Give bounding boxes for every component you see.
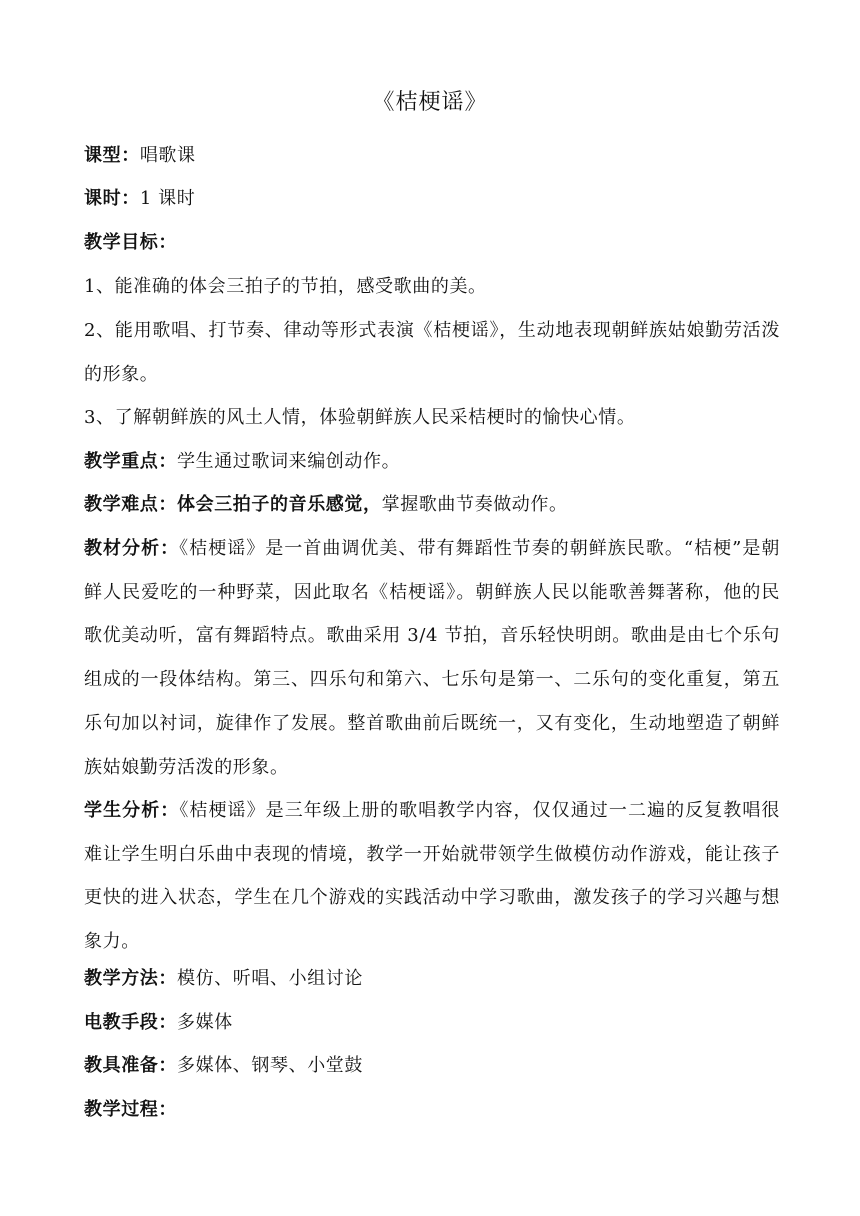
process-label: 教学过程： [84,1099,177,1120]
key-point-value: 学生通过歌词来编创动作。 [177,451,401,472]
material-analysis-label: 教材分析： [84,538,180,559]
key-point-line [84,440,780,484]
student-analysis-label: 学生分析： [84,800,180,821]
course-hours-line [84,177,780,221]
key-point-label: 教学重点： [84,451,177,472]
course-hours-value: 1 课时 [139,188,196,209]
objective-item-2: 2、能用歌唱、打节奏、律动等形式表演《桔梗谣》，生动地表现朝鲜族姑娘勤劳活泼的形象。 [84,320,780,385]
media-label: 电教手段： [84,1012,177,1033]
course-hours-label: 课时： [84,188,140,209]
media-line [84,1001,780,1045]
objectives-heading [84,221,780,265]
objectives-label: 教学目标： [84,232,177,253]
difficulty-value: 掌握歌曲节奏做动作。 [381,494,568,515]
course-type-value: 唱歌课 [139,145,196,166]
objective-item-1: 1、能准确的体会三拍子的节拍，感受歌曲的美。 [84,276,487,297]
course-type-line [84,134,780,178]
tools-label: 教具准备： [84,1055,177,1076]
difficulty-line [84,483,780,527]
methods-line [84,957,780,1001]
material-analysis-text: 《桔梗谣》是一首曲调优美、带有舞蹈性节奏的朝鲜族民歌。“桔梗”是朝鲜人民爱吃的一种野菜，因此取名《桔梗谣》。朝鲜族人民以能歌善舞著称，他的民歌优美动听，富有舞蹈特点。歌曲采用 3/4 节拍，音乐轻快明朗。歌曲是由七个乐句组成的一段体结构。第三、四乐句和第六、七乐句是第一、二乐句的变化重复，第五乐句加以衬词，旋律作了发展。整首歌曲前后既统一，又有变化，生动地塑造了朝鲜族姑娘勤劳活泼的形象。 [84,538,781,778]
methods-label: 教学方法： [84,968,177,989]
tools-value: 多媒体、钢琴、小堂鼓 [177,1055,363,1076]
methods-value: 模仿、听唱、小组讨论 [177,968,363,989]
objective-item-3: 3、了解朝鲜族的风土人情，体验朝鲜族人民采桔梗时的愉快心情。 [84,407,636,428]
course-type-label: 课型： [84,145,140,166]
difficulty-bold-value: 体会三拍子的音乐感觉， [177,494,382,515]
difficulty-label: 教学难点： [84,494,177,515]
process-heading [84,1088,780,1132]
tools-line [84,1044,780,1088]
document-title: 《桔梗谣》 [372,90,488,115]
student-analysis-text: 《桔梗谣》是三年级上册的歌唱教学内容，仅仅通过一二遍的反复教唱很难让学生明白乐曲中表现的情境，教学一开始就带领学生做模仿动作游戏，能让孩子更快的进入状态，学生在几个游戏的实践活动中学习歌曲，激发孩子的学习兴趣与想象力。 [84,800,781,953]
student-analysis-paragraph [84,789,780,964]
material-analysis-paragraph [84,527,780,789]
media-value: 多媒体 [177,1012,233,1033]
